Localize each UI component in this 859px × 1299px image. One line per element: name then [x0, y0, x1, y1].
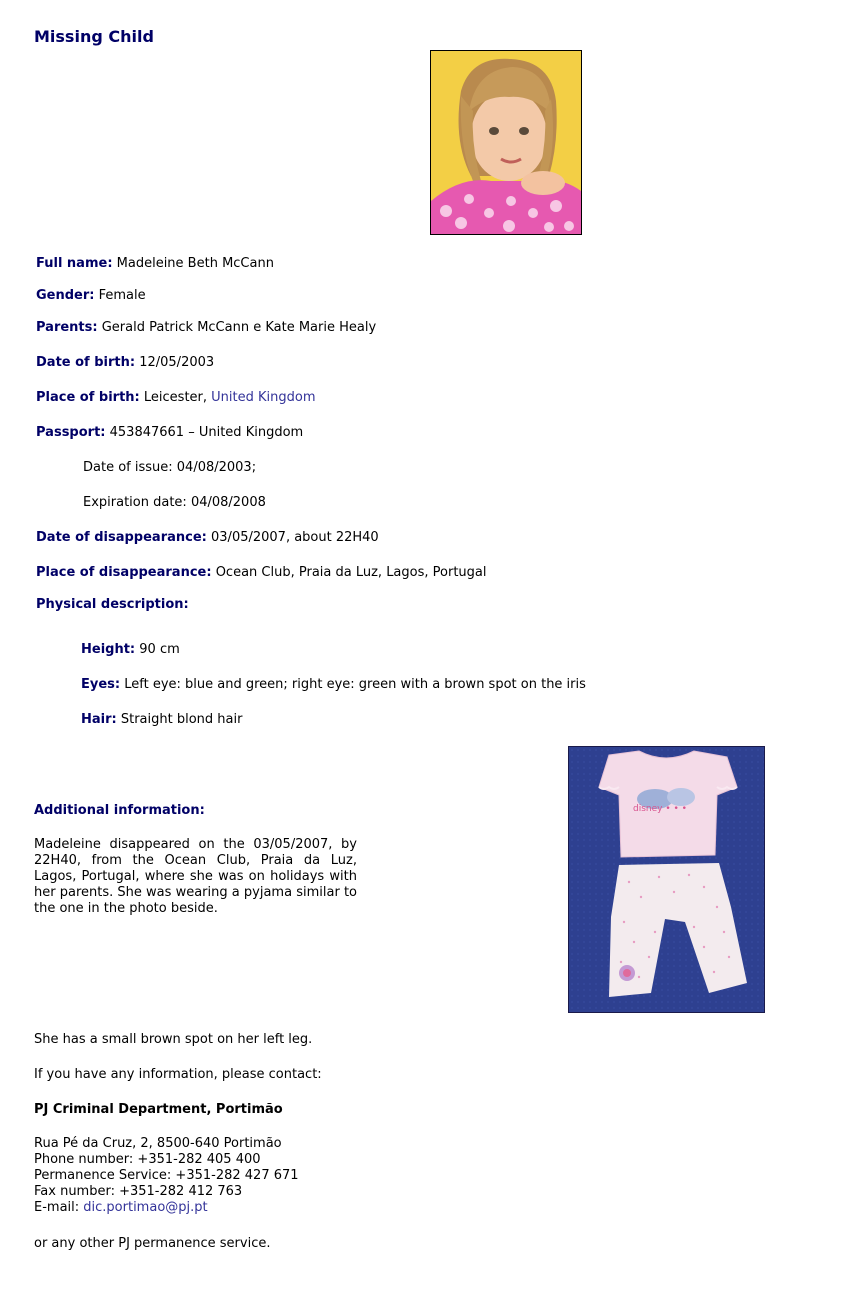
- issue-date: Date of issue: 04/08/2003;: [83, 460, 257, 475]
- page-title: Missing Child: [34, 27, 154, 46]
- disappearance-place-value: Ocean Club, Praia da Luz, Lagos, Portugal: [215, 565, 487, 580]
- email-link[interactable]: dic.portimao@pj.pt: [83, 1200, 208, 1215]
- additional-info-heading: Additional information:: [34, 803, 205, 818]
- parents-label: Parents:: [36, 320, 98, 335]
- contact-intro: If you have any information, please contact:: [34, 1067, 322, 1082]
- pob-label: Place of birth:: [36, 390, 140, 405]
- full-name-label: Full name:: [36, 256, 113, 271]
- eyes-row: [81, 677, 586, 692]
- physical-description-heading: Physical description:: [36, 597, 189, 612]
- dob-row: [36, 355, 214, 370]
- pyjama-photo: [568, 746, 765, 1013]
- parents-row: [36, 320, 376, 335]
- additional-info-paragraph: Madeleine disappeared on the 03/05/2007, by 22H40, from the Ocean Club, Praia da Luz, Lagos, Portugal, where she was on holidays with her parents. She was wearing a pyjama similar to the one in the photo beside.: [34, 837, 357, 916]
- email-label: E-mail:: [34, 1200, 84, 1215]
- passport-label: Passport:: [36, 425, 106, 440]
- disappearance-place-row: [36, 565, 486, 580]
- full-name-row: [36, 256, 274, 271]
- child-photo: [430, 50, 582, 235]
- height-row: [81, 642, 180, 657]
- closing-note: or any other PJ permanence service.: [34, 1236, 271, 1251]
- pob-row: [36, 390, 316, 405]
- dob-label: Date of birth:: [36, 355, 136, 370]
- pob-city: Leicester,: [143, 390, 208, 405]
- dob-value: 12/05/2003: [139, 355, 215, 370]
- expiration-date: Expiration date: 04/08/2008: [83, 495, 266, 510]
- disappearance-place-label: Place of disappearance:: [36, 565, 212, 580]
- full-name-value: Madeleine Beth McCann: [116, 256, 274, 271]
- parents-value: Gerald Patrick McCann e Kate Marie Healy: [101, 320, 377, 335]
- height-value: 90 cm: [139, 642, 180, 657]
- department-name: PJ Criminal Department, Portimão: [34, 1102, 283, 1117]
- contact-address: Rua Pé da Cruz, 2, 8500-640 Portimão: [34, 1136, 282, 1151]
- pob-country-link[interactable]: United Kingdom: [211, 390, 316, 405]
- passport-value: 453847661 – United Kingdom: [109, 425, 304, 440]
- eyes-value: Left eye: blue and green; right eye: green with a brown spot on the iris: [124, 677, 586, 692]
- gender-value: Female: [98, 288, 146, 303]
- height-label: Height:: [81, 642, 136, 657]
- disappearance-date-row: [36, 530, 379, 545]
- disappearance-date-value: 03/05/2007, about 22H40: [211, 530, 379, 545]
- gender-row: [36, 288, 146, 303]
- passport-row: [36, 425, 303, 440]
- spot-note: She has a small brown spot on her left leg.: [34, 1032, 313, 1047]
- contact-fax: Fax number: +351-282 412 763: [34, 1184, 243, 1199]
- contact-phone: Phone number: +351-282 405 400: [34, 1152, 261, 1167]
- hair-value: Straight blond hair: [120, 712, 243, 727]
- contact-email-row: [34, 1200, 208, 1215]
- hair-label: Hair:: [81, 712, 117, 727]
- disappearance-date-label: Date of disappearance:: [36, 530, 207, 545]
- gender-label: Gender:: [36, 288, 95, 303]
- eyes-label: Eyes:: [81, 677, 121, 692]
- svg-text:disney • • •: disney • • •: [633, 804, 687, 814]
- hair-row: [81, 712, 242, 727]
- contact-permanence: Permanence Service: +351-282 427 671: [34, 1168, 299, 1183]
